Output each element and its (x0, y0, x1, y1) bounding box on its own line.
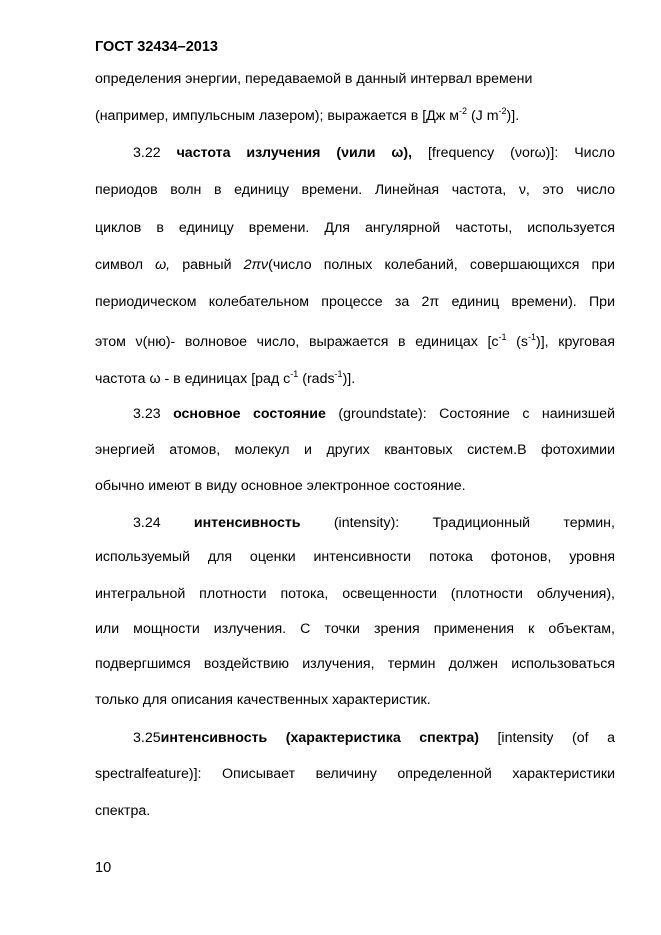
text-line: только для описания качественных характеристик. (95, 692, 431, 708)
section-number: 3.24 (133, 515, 161, 531)
text-line (95, 107, 615, 125)
text-span: равный (170, 257, 244, 273)
section-number: 3.23 (133, 406, 174, 422)
page-number: 10 (95, 860, 112, 876)
superscript: -1 (498, 332, 507, 342)
text-line (95, 370, 615, 388)
text-line: интегральной плотности потока, освещенности (плотности облучения), (95, 586, 615, 602)
term: интенсивность (193, 515, 301, 531)
text-span: (s (506, 334, 528, 350)
text-line: спектра. (95, 803, 151, 819)
section-3-23-heading (133, 405, 615, 423)
superscript: -2 (458, 106, 467, 116)
text-line: обычно имеют в виду основное электронное состояние. (95, 478, 466, 494)
section-number: 3.22 (133, 145, 177, 161)
text-span: (число полных колебаний, совершающихся при (268, 257, 615, 273)
standard-header: ГОСТ 32434–2013 (95, 39, 218, 55)
text-line (95, 333, 615, 351)
text-line: определения энергии, передаваемой в данный интервал времени (95, 71, 533, 87)
superscript: -1 (528, 332, 537, 342)
superscript: -1 (334, 369, 343, 379)
text-span: (J m (467, 108, 499, 124)
text-span: Традиционный (432, 515, 531, 531)
superscript: -1 (290, 369, 299, 379)
text-span: (rads (298, 371, 335, 387)
text-span: )], круговая (536, 334, 615, 350)
section-3-24-heading (133, 514, 615, 532)
text-span: этом ν(ню)- волновое число, выражается в единицах [c (95, 334, 499, 350)
text-span: частота ω - в единицах [рад с (95, 371, 291, 387)
text-span: термин, (563, 515, 615, 531)
term: интенсивность (характеристика спектра) (160, 730, 479, 746)
text-span: (groundstate): Состояние с наинизшей (325, 406, 616, 422)
text-line: используемый для оценки интенсивности потока фотонов, уровня (95, 549, 615, 565)
text-line: циклов в единицу времени. Для ангулярной частоты, используется (95, 220, 615, 236)
text-span: [frequency (νorω)]: Число (412, 145, 616, 161)
text-span: [intensity (of a (478, 730, 615, 746)
omega-symbol: ω, (155, 257, 171, 273)
text-line (95, 256, 615, 274)
text-span: символ (95, 257, 156, 273)
term: частота излучения (νили ω), (176, 145, 413, 161)
text-span: )]. (342, 371, 356, 387)
text-span: (intensity): (333, 515, 400, 531)
section-3-25-heading (133, 729, 615, 747)
superscript: -2 (498, 106, 507, 116)
text-span: )]. (506, 108, 520, 124)
section-3-22-heading (133, 144, 615, 162)
text-line: подвергшимся воздействию излучения, термин должен использоваться (95, 656, 615, 672)
text-span: (например, импульсным лазером); выражается в [Дж м (95, 108, 459, 124)
text-line: периодов волн в единицу времени. Линейная частота, ν, это число (95, 182, 615, 198)
text-line: spectralfeature)]: Описывает величину определенной характеристики (95, 766, 615, 782)
section-number: 3.25 (133, 730, 161, 746)
text-line: или мощности излучения. С точки зрения применения к объектам, (95, 621, 615, 637)
text-line: периодическом колебательном процессе за 2π единиц времени). При (95, 294, 615, 310)
term: основное состояние (173, 406, 326, 422)
text-line: энергией атомов, молекул и других квантовых систем.В фотохимии (95, 442, 615, 458)
two-pi-nu-symbol: 2πν (243, 257, 269, 273)
